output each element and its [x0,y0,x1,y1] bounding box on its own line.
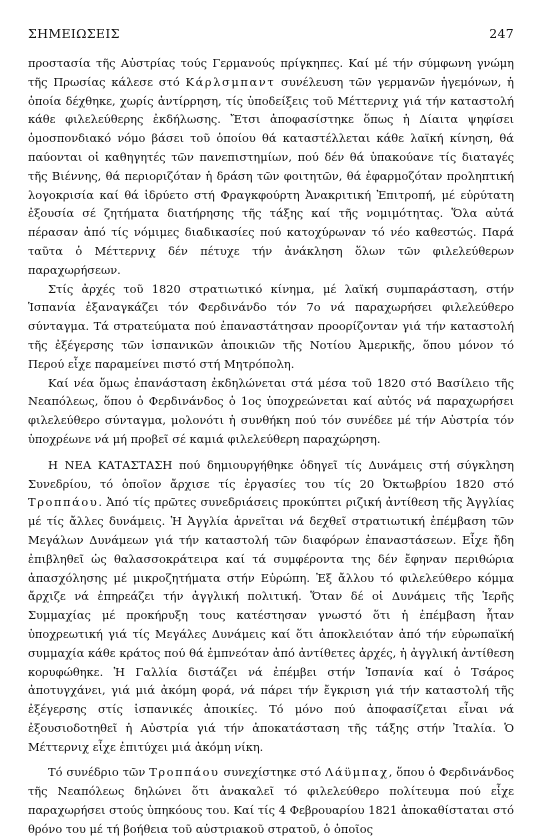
page-number: 247 [489,26,514,41]
text-run: συνέλευση τῶν γερμανῶν ἡγεμόνων, ἡ ὁποία δέχθηκε, χωρίς ἀντίρρηση, τίς ὑποδείξεις τοῦ Μέττερνιχ γιά τήν καταστολή κάθε φιλελεύθερης ἐκδήλωσης. Ἔτσι ἀποφασίστηκε ὅπως ἡ Δίαιτα ψηφίσει ὁμοσπονδιακό νόμο βάσει τοῦ ὁποίου θά καταστέλλεται κάθε λαϊκή κίνηση, θά παύονται οἱ καθηγητές τῶν πανεπιστημίων, πού δέν θά ὑπακούανε τίς διαταγές τῆς Βιέννης, θά περιοριζόταν ἡ δράση τῶν φοιτητῶν, θά ἐφαρμοζόταν προληπτική λογοκρισία καί θά ἱδρύετο στή Φραγκφούρτη Ἀνακριτική Ἐπιτροπή, μέ εὐρύτατη ἐξουσία σέ ζητήματα διατήρησης τῆς τάξης καί τῆς νομιμότητας. Ὅλα αὐτά πέρασαν ἀπό τίς νόμιμες διαδικασίες πού κατοχύρωναν τό νέο καθεστώς. Παρά ταῦτα ὁ Μέττερνιχ δέν πέτυχε τήν ἀνάκληση ὅλων τῶν φιλελεύθερων παραχωρήσεων. [28,74,514,277]
paragraph [28,280,514,374]
text-run: Καί νέα ὅμως ἐπανάσταση ἐκδηλώνεται στά μέσα τοῦ 1820 στό Βασίλειο τῆς Νεαπόλεως, ὅπου ὁ Φερδινάνδος ὁ 1ος ὑποχρεώνεται καί αὐτός νά παραχωρήσει φιλελεύθερο σύνταγμα, μολονότι ἡ συνθήκη πού τόν συνέδεε μέ τήν Αὐστρία τόν ὑποχρέωνε νά μή προβεῖ σέ καμιά φιλελεύθερη παραχώρηση. [28,375,514,446]
spaced-name: Τροππάου [28,495,99,510]
body-text [28,54,514,839]
text-run: συνεχίστηκε στό [219,765,326,780]
running-header [28,26,514,46]
spaced-name: Κάρλσμπαντ [185,74,276,89]
paragraph [28,456,514,757]
spaced-name: Τροππάου [149,765,220,780]
text-run: Η ΝΕΑ ΚΑΤΑΣΤΑΣΗ πού δημιουργήθηκε ὁδηγεῖ τίς Δυνάμεις στή σύγκληση Συνεδρίου, τό ὁποῖον ἄρχισε τίς ἐργασίες του τίς 20 Ὀκτωβρίου 1820 στό [28,457,514,491]
text-run: . Ἀπό τίς πρῶτες συνεδριάσεις προκύπτει ριζική ἀντίθεση τῆς Ἀγγλίας μέ τίς ἄλλες δυνάμεις. Ἡ Ἀγγλία ἀρνεῖται νά δεχθεῖ στρατιωτική ἐπέμβαση τῶν Μεγάλων Δυνάμεων γιά τήν καταστολή τῶν διαφόρων ἐπαναστάσεων. Εἶχε ἤδη ἐπιβληθεῖ ὡς θαλασσοκράτειρα καί τά συμφέροντα της δέν ἔφηναν περιθώρια ἀπασχόλησης μέ μικροζητήματα στήν Εὐρώπη. Ἐξ ἄλλου τό φιλελεύθερο κόμμα ἄρχιζε νά ἐπηρεάζει τήν ἀγγλική πολιτική. Ὅταν δέ οἱ Δυνάμεις τῆς Ἱερῆς Συμμαχίας μέ προκήρυξη τους κατέστησαν γνωστό ὅτι ἡ ἐπέμβαση ἦταν ὑποχρεωτική γιά τίς Μεγάλες Δυνάμεις καί ὅτι ἀποκλειόταν ἀπό τήν εὐρωπαϊκή συμμαχία κάθε κράτος πού θά ἐμπνεόταν ἀπό ἀντίθετες ἀρχές, ἡ ἀγγλική ἀντίθεση κορυφώθηκε. Ἡ Γαλλία διστάζει νά ἐπέμβει στήν Ἱσπανία καί ὁ Τσάρος ἀποτυγχάνει, γιά μιά ἀκόμη φορά, νά πάρει τήν ἔγκριση γιά τήν καταστολή τῆς ἐξέγερσης στίς ἱσπανικές ἀποικίες. Τό μόνο πού ἀποφασίζεται εἶναι νά ἐξουσιοδοτηθεῖ ἡ Αὐστρία γιά τήν ἀποκατάσταση τῆς τάξης στήν Ἰταλία. Ὁ Μέττερνιχ εἶχε ἐπιτύχει μιά ἀκόμη νίκη. [28,495,514,754]
running-title: ΣΗΜΕΙΩΣΕΙΣ [28,26,120,41]
paragraph [28,374,514,449]
text-run: Τό συνέδριο τῶν [48,765,150,780]
book-page [28,26,514,839]
spaced-name: Λάϋμπαχ [325,765,389,780]
text-run: Στίς ἀρχές τοῦ 1820 στρατιωτικό κίνημα, μέ λαϊκή συμπαράσταση, στήν Ἱσπανία ἐξαναγκάζει τόν Φερδινάνδο τόν 7ο νά παραχωρήσει φιλελεύθερο σύνταγμα. Τά στρατεύματα πού ἐπαναστάτησαν προορίζονταν γιά τήν καταστολή τῆς ἐξέγερσης τῶν ἱσπανικῶν ἀποικιῶν τῆς Νοτίου Ἀμερικῆς, ὅπου μόνον τό Περού εἶχε παραμείνει πιστό στή Μητρόπολη. [28,281,514,371]
text-run: προστασία τῆς Αὐστρίας τούς Γερμανούς πρίγκηπες. Καί μέ τήν σύμφωνη γνώμη τῆς Πρωσίας κάλεσε στό [28,56,514,89]
paragraph [28,763,514,838]
text-run: , ὅπου ὁ Φερδινάνδος τῆς Νεαπόλεως δηλώνει ὅτι ἀνακαλεῖ τό φιλελεύθερο πολίτευμα πού εἶχε παραχωρήσει στούς ὑπηκόους του. Καί τίς 4 Φεβρουαρίου 1821 ἀποκαθίσταται στό θρόνο του μέ τή βοήθεια τοῦ αὐστριακοῦ στρατοῦ, ὁ ὁποῖος [28,765,514,836]
paragraph [28,54,514,280]
